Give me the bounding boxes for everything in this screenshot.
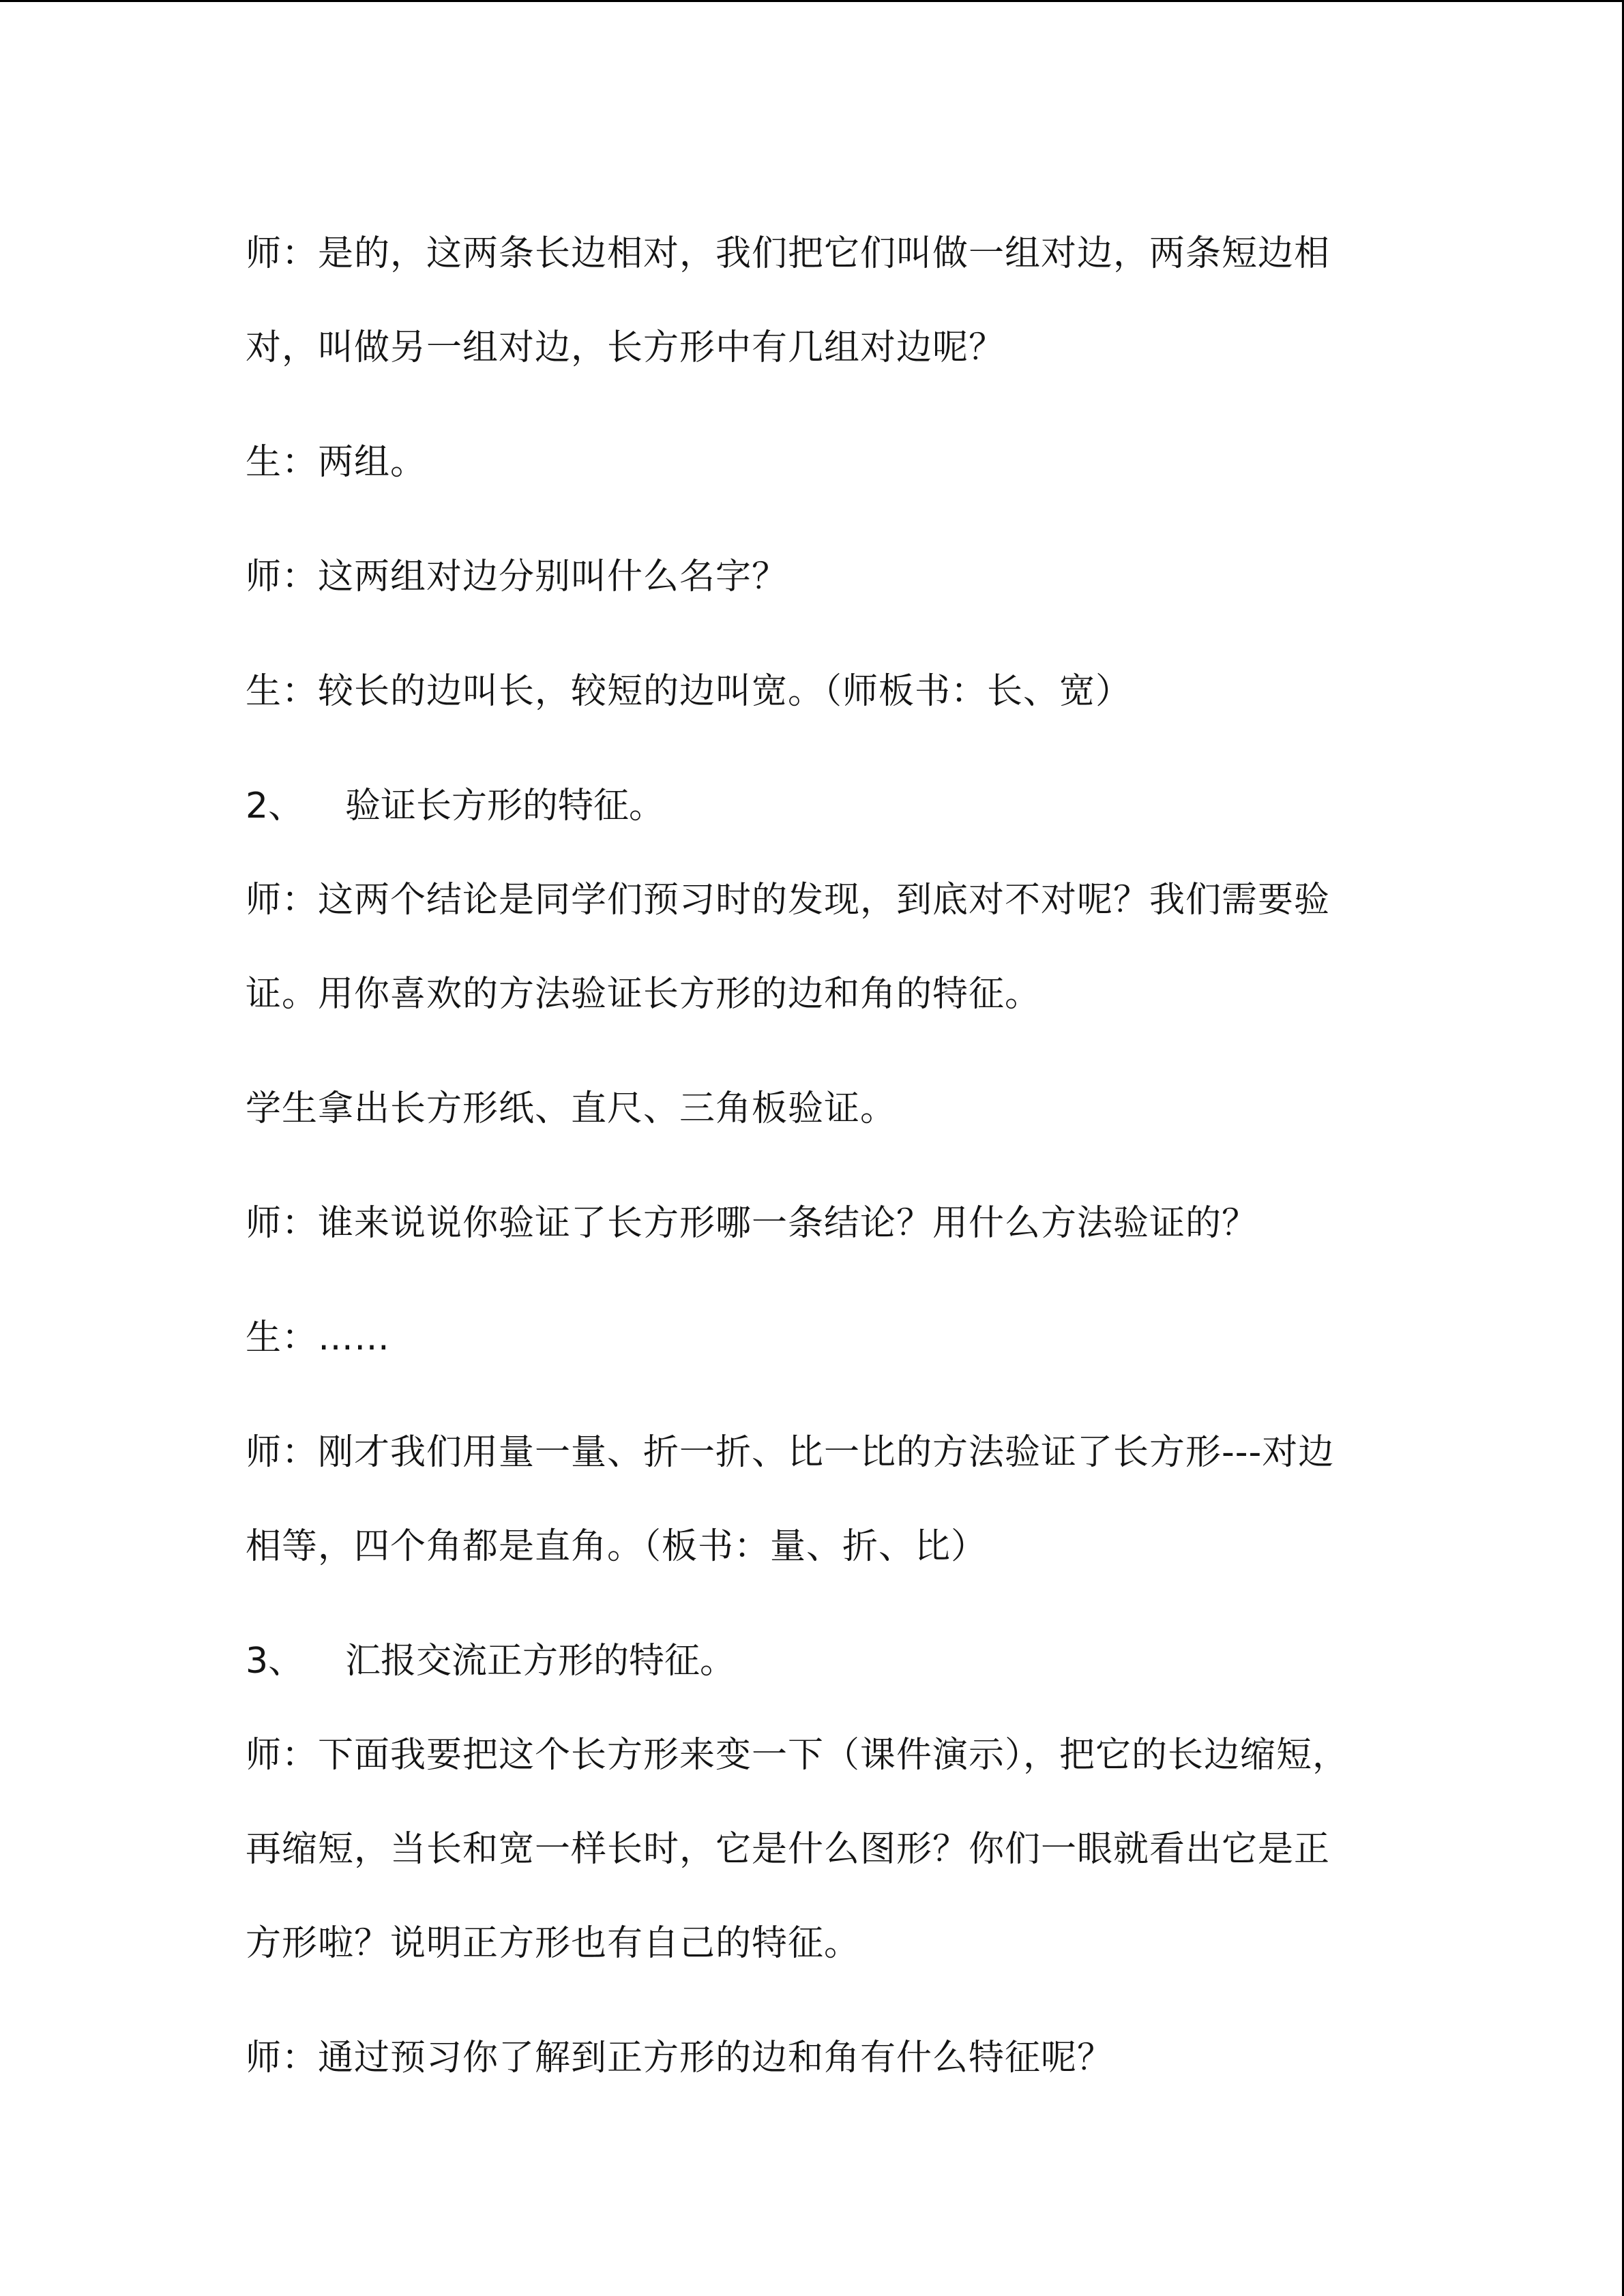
paragraph-teacher-names-question: 师：这两组对边分别叫什么名字？ <box>246 556 788 597</box>
paragraph-teacher-square-question: 师：通过预习你了解到正方形的边和角有什么特征呢？ <box>246 2038 1114 2078</box>
section-number: 2、 <box>246 786 304 826</box>
section-title: 验证长方形的特征。 <box>345 786 665 826</box>
paragraph-student-length-width: 生：较长的边叫长，较短的边叫宽。（师板书：长、宽） <box>246 671 1132 712</box>
paragraph-teacher-who-verified: 师：谁来说说你验证了长方形哪一条结论？用什么方法验证的？ <box>246 1203 1258 1244</box>
section-title: 汇报交流正方形的特征。 <box>345 1641 736 1682</box>
paragraph-student-two-groups: 生：两组。 <box>246 442 427 483</box>
section-heading-square-features <box>246 1614 1364 1708</box>
section-heading-verify-rectangle <box>246 759 1364 853</box>
paragraph-teacher-verify-instruction: 师：这两个结论是同学们预习时的发现，到底对不对呢？我们需要验证。用你喜欢的方法验证长方形的边和角的特征。 <box>246 880 1331 1015</box>
paragraph-teacher-summary-methods: 师：刚才我们用量一量、折一折、比一比的方法验证了长方形---对边相等，四个角都是直角。（板书：量、折、比） <box>246 1432 1335 1567</box>
document-body <box>246 207 1364 2105</box>
paragraph-teacher-transform-rectangle: 师：下面我要把这个长方形来变一下（课件演示），把它的长边缩短，再缩短，当长和宽一样长时，它是什么图形？你们一眼就看出它是正方形啦？说明正方形也有自己的特征。 <box>246 1735 1349 1964</box>
paragraph-students-take-tools: 学生拿出长方形纸、直尺、三角板验证。 <box>246 1088 897 1129</box>
paragraph-teacher-opposite-sides: 师：是的，这两条长边相对，我们把它们叫做一组对边，两条短边相对，叫做另一组对边，长方形中有几组对边呢？ <box>246 233 1331 368</box>
paragraph-student-ellipsis: 生：…… <box>246 1317 391 1358</box>
section-number: 3、 <box>246 1641 304 1682</box>
